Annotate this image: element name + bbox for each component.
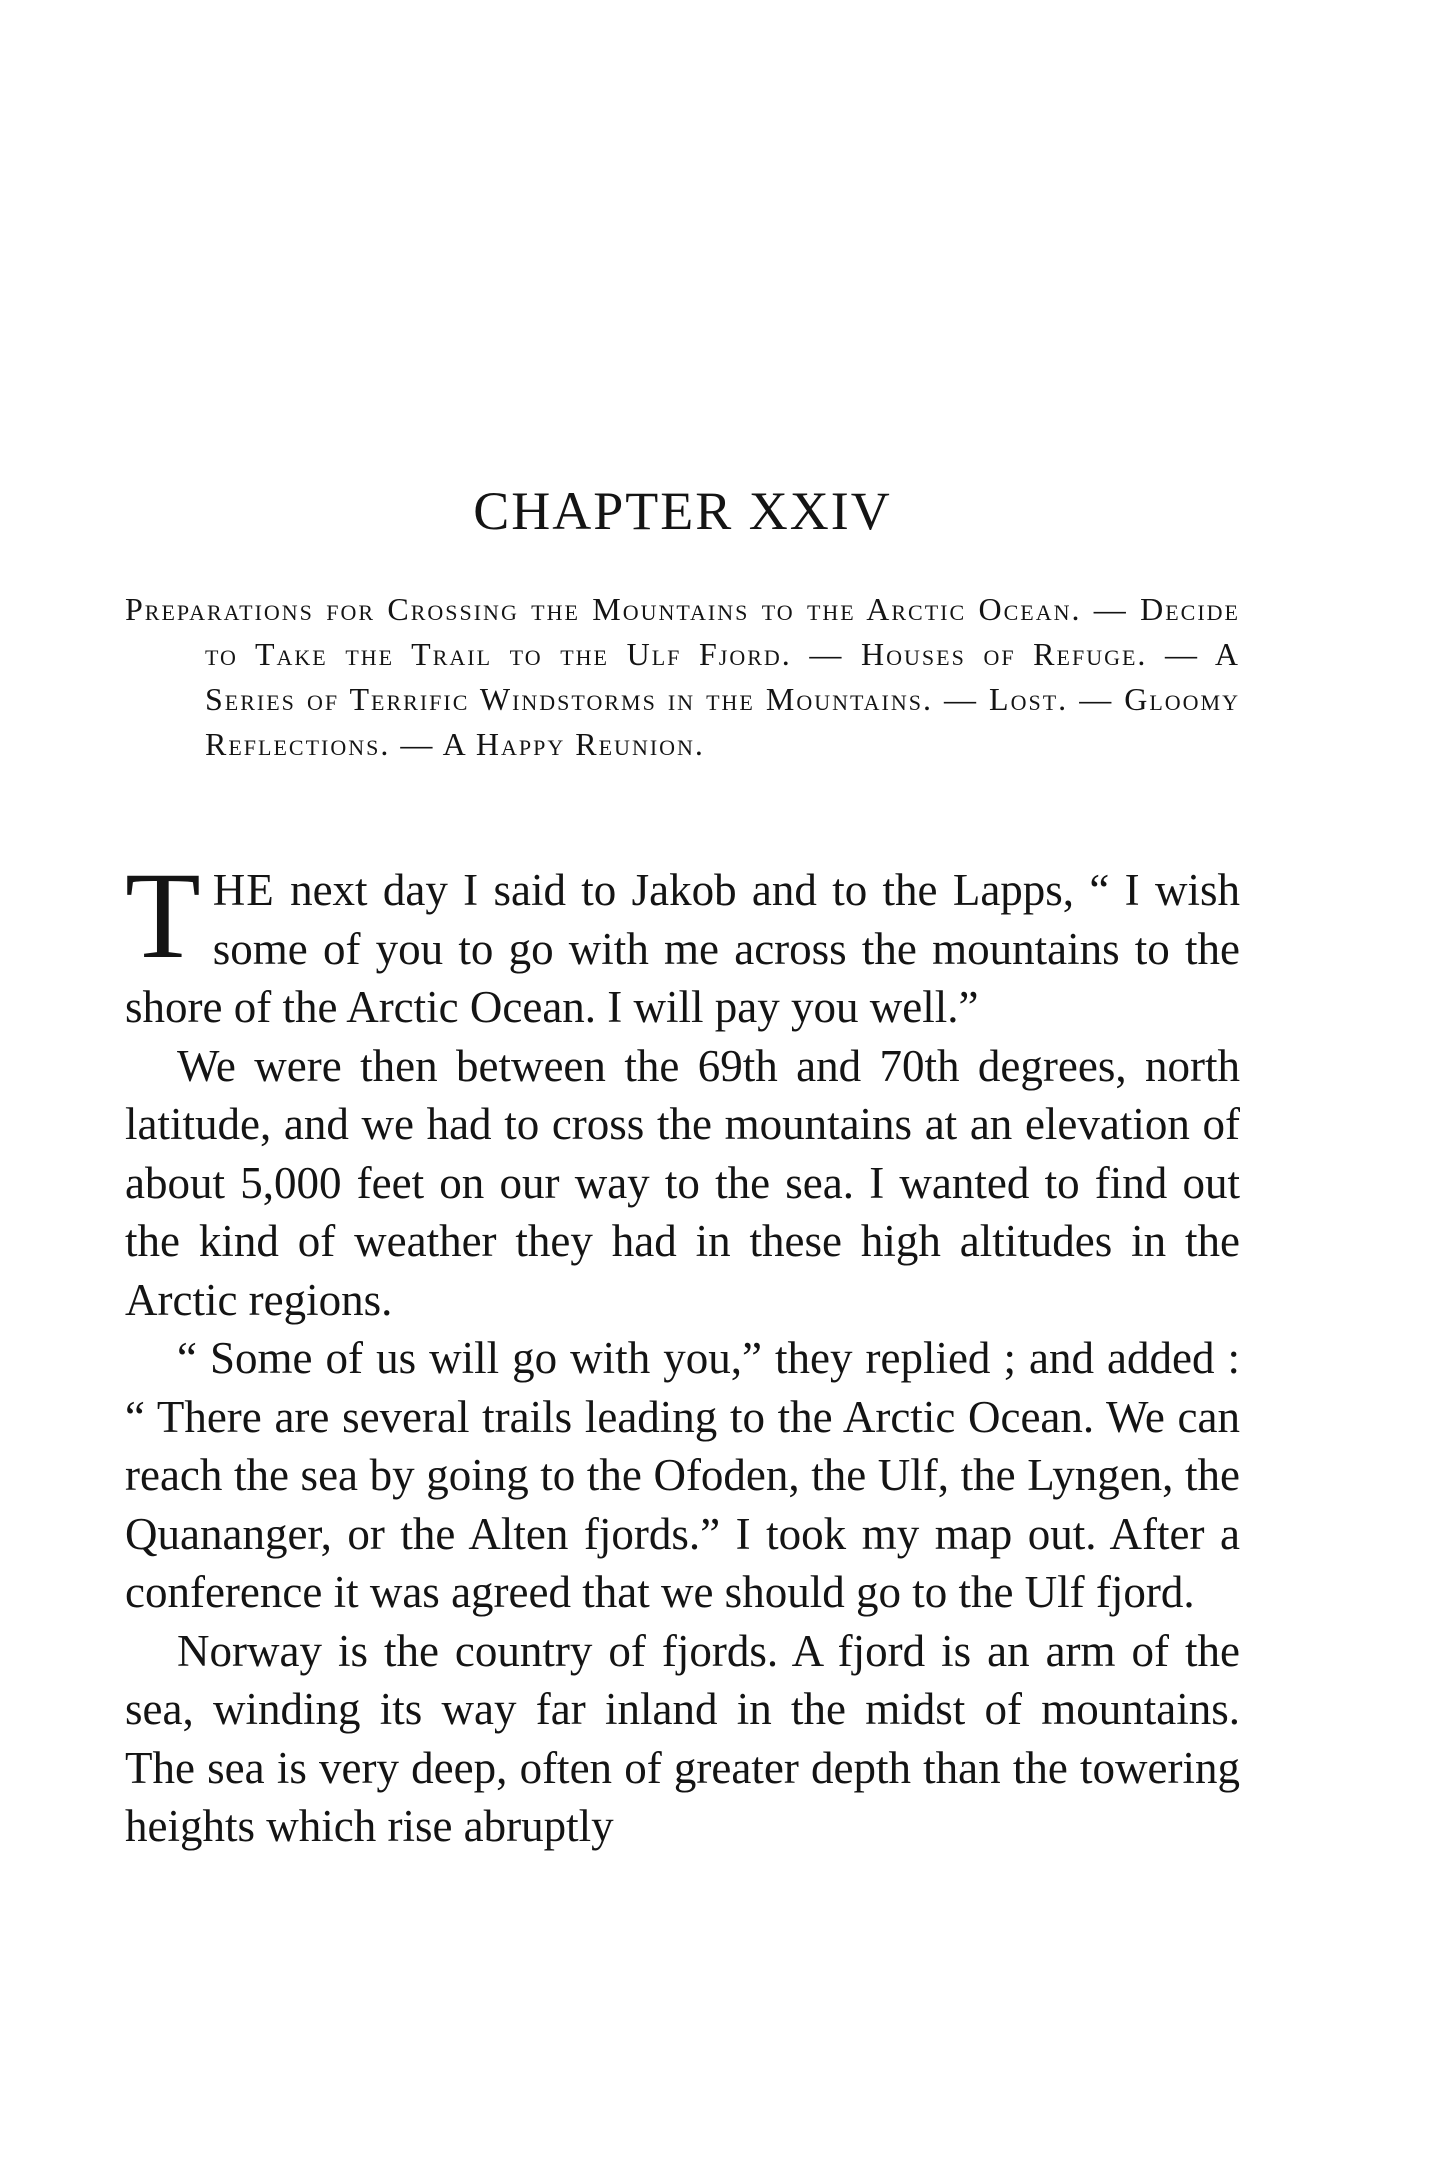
paragraph-3: “ Some of us will go with you,” they replied ; and added : “ There are several trails leading to the Arctic Ocean. We can reach the sea by going to the Ofoden, the Ulf, the Lyngen, the Quananger, or the Alten fjords.” I took my map out. After a conference it was agreed that we should go to the Ulf fjord. bbox=[125, 1333, 1240, 1617]
paragraph-1-text: next day I said to Jakob and to the Lapps, “ I wish some of you to go with me across the mountains to the shore of the Arctic Ocean. I will pay you well.” bbox=[125, 865, 1240, 1032]
paragraph-1 bbox=[125, 847, 1240, 1037]
chapter-body bbox=[125, 847, 1240, 1856]
chapter-title: CHAPTER XXIV bbox=[473, 481, 892, 541]
paragraph-2: We were then between the 69th and 70th degrees, north latitude, and we had to cross the mountains at an elevation of about 5,000 feet on our way to the sea. I wanted to find out the kind of weather they had in these high altitudes in the Arctic regions. bbox=[125, 1040, 1240, 1325]
drop-cap: T bbox=[125, 847, 201, 984]
chapter-synopsis: Preparations for Crossing the Mountains to the Arctic Ocean. — Decide to Take the Trail to the Ulf Fjord. — Houses of Refuge. — A Series of Terrific Windstorms in the Mountains. — Lost. — Gloomy Reflections. — A Happy Reunion. bbox=[125, 591, 1240, 762]
opening-capitals: HE bbox=[212, 865, 275, 915]
paragraph-4: Norway is the country of fjords. A fjord is an arm of the sea, winding its way far inland in the midst of mountains. The sea is very deep, often of greater depth than the towering heights which rise abruptly bbox=[125, 1625, 1240, 1851]
